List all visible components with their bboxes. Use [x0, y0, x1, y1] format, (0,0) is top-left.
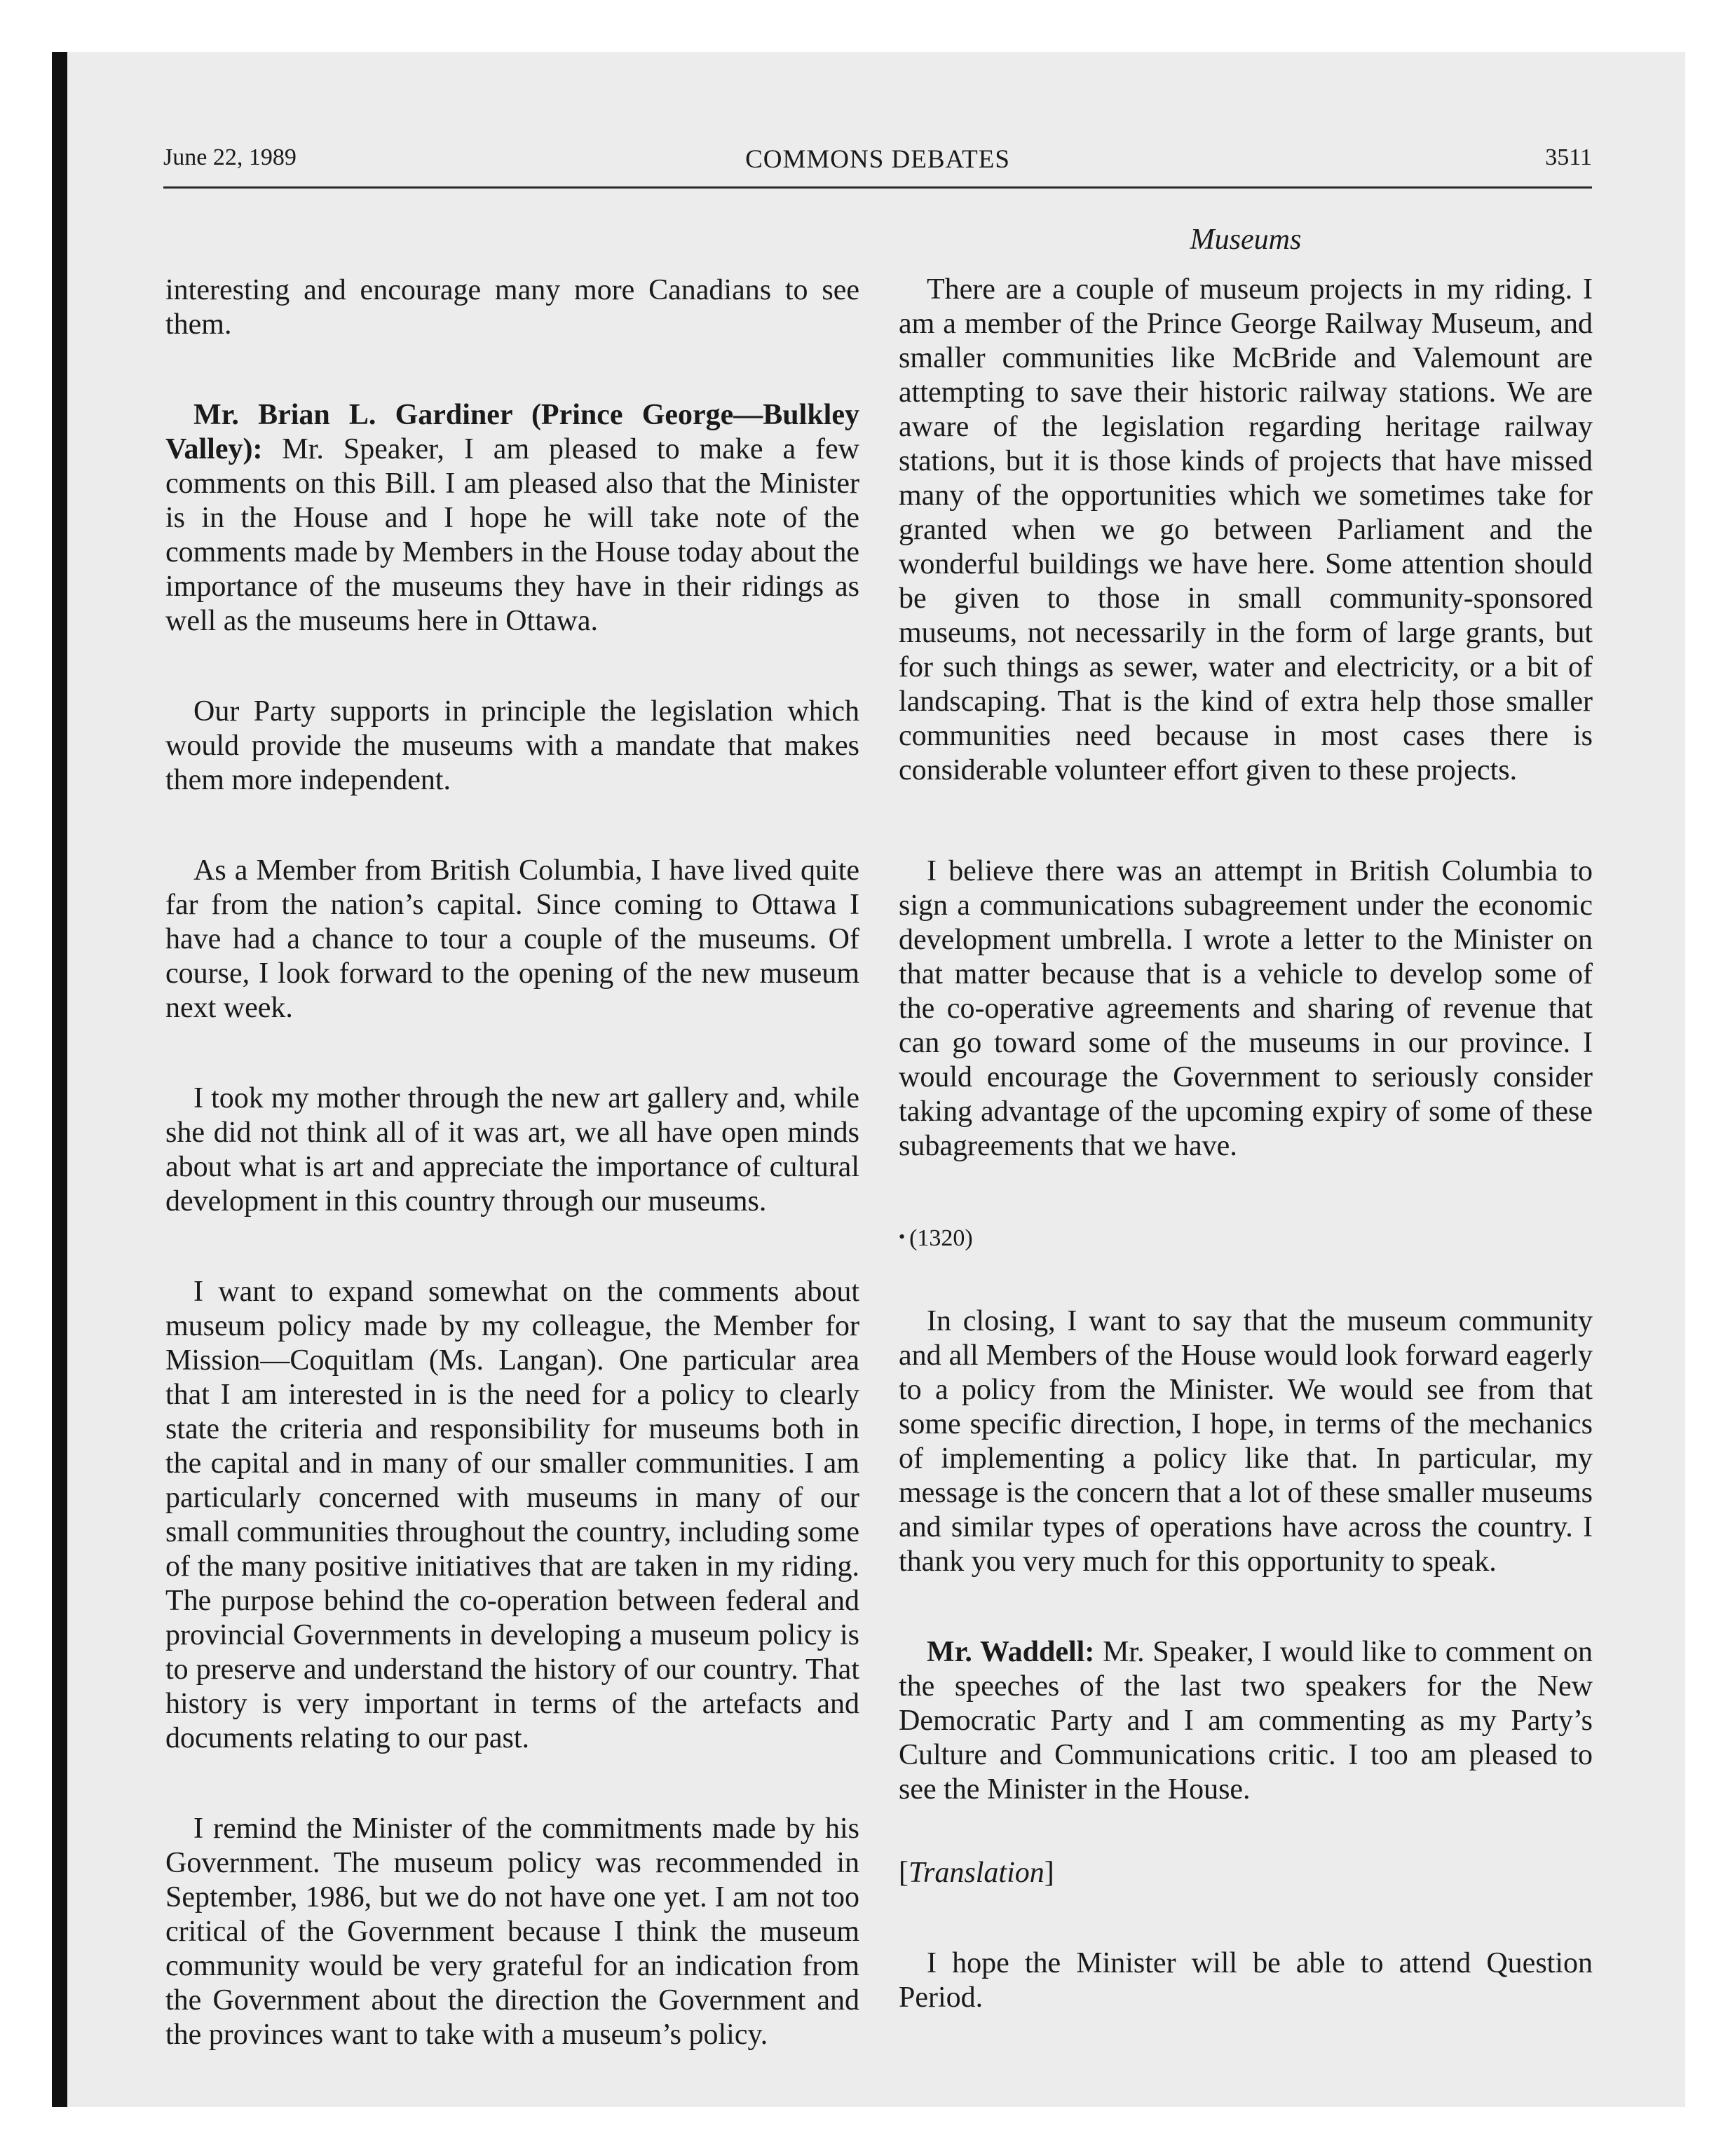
speech-text: Mr. Speaker, I would like to comment on the speeches of the last two speakers for the New Democratic Party and I am commenting as my Party’s Culture and Communications critic. I too am pleased to see the Minister in the House. — [899, 1636, 1593, 1806]
paragraph-waddell — [899, 1635, 1593, 1807]
paragraph: As a Member from British Columbia, I have lived quite far from the nation’s capital. Since coming to Ottawa I have had a chance to tour a couple of the museums. Of course, I look forward to the opening of the new museum next week. — [165, 854, 859, 1024]
running-head — [163, 144, 1592, 189]
paragraph: I want to expand somewhat on the comments about museum policy made by my colleague, the Member for Mission—Coquitlam (Ms. Langan). One particular area that I am interested in is the need for a policy to clearly state the criteria and responsibility for museums both in the capital and in many of our smaller communities. I am particularly concerned with museums in many of our small communities throughout the country, including some of the many positive initiatives that are taken in my riding. The purpose behind the co-operation between federal and provincial Governments in developing a museum policy is to preserve and understand the history of our country. That history is very important in terms of the artefacts and documents relating to our past. — [165, 1276, 859, 1754]
paragraph: Our Party supports in principle the legislation which would provide the museums with a mandate that makes them more independent. — [165, 695, 859, 796]
header-page-number: 3511 — [1545, 144, 1592, 170]
paragraph: There are a couple of museum projects in my riding. I am a member of the Prince George Railway Museum, and smaller communities like McBride and Valemount are attempting to save their historic railway stations. We are aware of the legislation regarding heritage railway stations, but it is those kinds of projects that have missed many of the opportunities which we sometimes take for granted when we go between Parliament and the wonderful buildings we have here. Some attention should be given to those in small community-sponsored museums, not necessarily in the form of large grants, but for such things as sewer, water and electricity, or a bit of landscaping. That is the kind of extra help those smaller communities need because in most cases there is considerable volunteer effort given to these projects. — [899, 273, 1593, 786]
paragraph-gardiner — [165, 398, 859, 639]
speech-text: Mr. Speaker, I am pleased to make a few comments on this Bill. I am pleased also that the Minister is in the House and I hope he will take note of the comments made by Members in the House today about the importance of the museums they have in their ridings as well as the museums here in Ottawa. — [165, 433, 859, 637]
time-marker — [899, 1220, 1593, 1255]
paragraph: I took my mother through the new art gallery and, while she did not think all of it was art, we all have open minds about what is art and appreciate the importance of cultural development in this country through our museums. — [165, 1082, 859, 1217]
translation-text: Translation — [909, 1857, 1045, 1889]
bracket-close: ] — [1044, 1857, 1054, 1889]
paragraph: I hope the Minister will be able to attend Question Period. — [899, 1947, 1593, 2014]
header-title: COMMONS DEBATES — [745, 145, 1010, 174]
bullet-icon: • — [899, 1227, 906, 1247]
paragraph: I remind the Minister of the commitments made by his Government. The museum policy was recommended in September, 1986, but we do not have one yet. I am not too critical of the Government because I think the museum community would be very grateful for an indication from the Government about the direction the Government and the provinces want to take with a museum’s policy. — [165, 1813, 859, 2051]
paragraph: In closing, I want to say that the museum community and all Members of the House would look forward eagerly to a policy from the Minister. We would see from that some specific direction, I hope, in terms of the mechanics of implementing a policy like that. In particular, my message is the concern that a lot of these smaller museums and similar types of operations have across the country. I thank you very much for this opportunity to speak. — [899, 1305, 1593, 1578]
speaker-name: Mr. Brian L. Gardiner (Prince George—Bulkley Valley): — [165, 399, 859, 465]
section-heading: Museums — [1190, 224, 1302, 256]
translation-label — [899, 1856, 1593, 1890]
bracket-open: [ — [899, 1857, 909, 1889]
speaker-name: Mr. Waddell: — [927, 1636, 1095, 1668]
header-date: June 22, 1989 — [163, 144, 297, 170]
paragraph: I believe there was an attempt in British Columbia to sign a communications subagreement under the economic development umbrella. I wrote a letter to the Minister on that matter because that is a vehicle to develop some of the co-operative agreements and sharing of revenue that can go toward some of the museums in our province. I would encourage the Government to seriously consider taking advantage of the upcoming expiry of some of these subagreements that we have. — [899, 855, 1593, 1162]
left-column — [165, 273, 859, 2052]
right-column — [899, 223, 1593, 2015]
time-marker-text: (1320) — [909, 1225, 973, 1251]
paragraph: interesting and encourage many more Canadians to see them. — [165, 274, 859, 341]
